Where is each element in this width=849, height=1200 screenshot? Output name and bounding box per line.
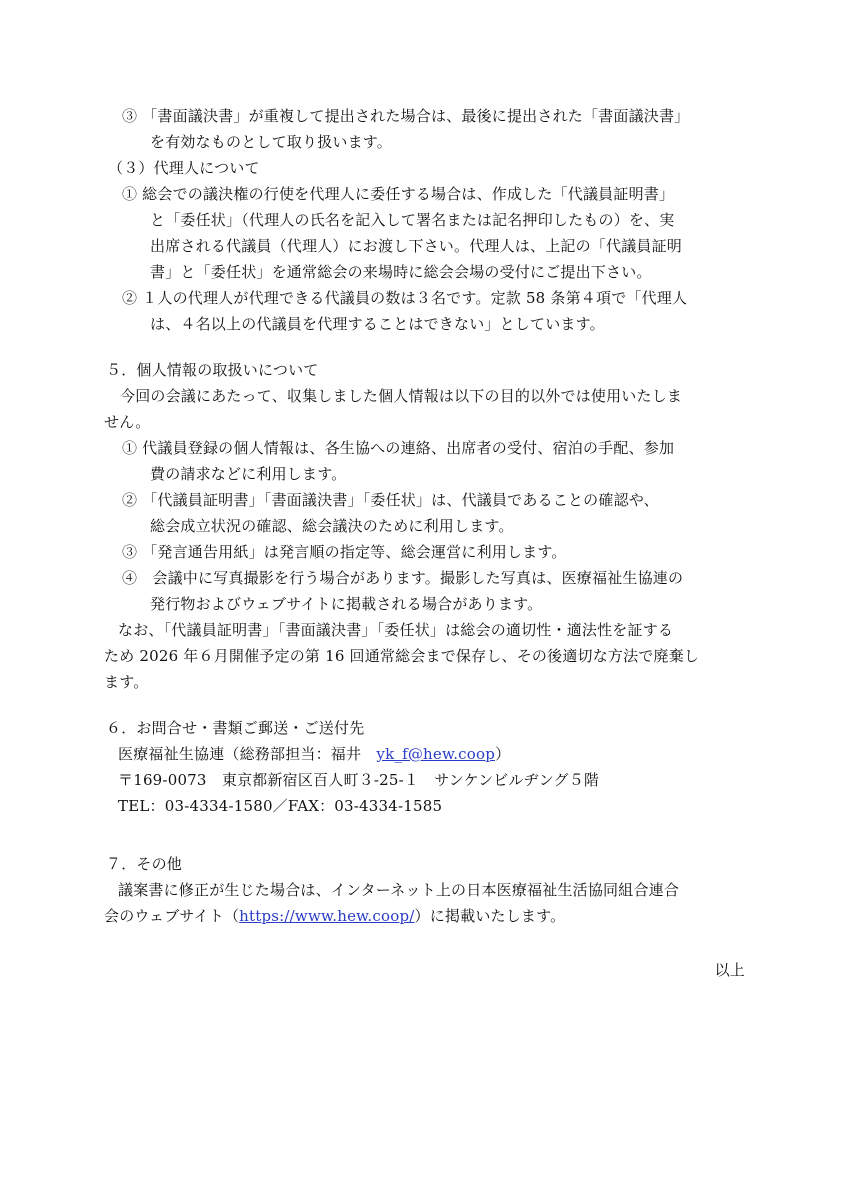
misc-line-2: [104, 903, 565, 929]
contact-org-prefix: 医療福祉生協連（総務部担当：福井: [118, 745, 377, 763]
contact-tel-fax: TEL：03‐4334-1580／FAX：03‐4334-1585: [118, 797, 443, 815]
vote-item-3-line-1: ③ 「書面議決書」が重複して提出された場合は、最後に提出された「書面議決書」: [122, 107, 690, 125]
website-link[interactable]: https://www.hew.coop/: [239, 907, 415, 925]
contact-email-link[interactable]: yk_f@hew.coop: [376, 745, 496, 763]
proxy-item-2-line-1: ② １人の代理人が代理できる代議員の数は３名です。定款 58 条第４項で「代理人: [122, 289, 688, 307]
privacy-item-1-line-1: ① 代議員登録の個人情報は、各生協への連絡、出席者の受付、宿泊の手配、参加: [122, 439, 675, 457]
retention-note-line-2: ため 2026 年６月開催予定の第 16 回通常総会まで保存し、その後適切な方法で廃棄し: [104, 647, 700, 665]
privacy-item-4-line-1: ④ 会議中に写真撮影を行う場合があります。撮影した写真は、医療福祉生協連の: [122, 569, 684, 587]
section-5-intro-line-1: 今回の会議にあたって、収集しました個人情報は以下の目的以外では使用いたしま: [120, 387, 683, 405]
privacy-item-2-line-2: 総会成立状況の確認、総会議決のために利用します。: [150, 517, 514, 535]
proxy-heading: （３）代理人について: [108, 159, 260, 177]
contact-org-suffix: ）: [495, 745, 511, 763]
section-6-heading: ６．お問合せ・書類ご郵送・ご送付先: [106, 719, 365, 737]
misc-line-2-suffix: ）に掲載いたします。: [414, 907, 566, 925]
proxy-item-1-line-2: と「委任状」（代理人の氏名を記入して署名または記名押印したもの）を、実: [150, 211, 675, 229]
proxy-item-1-line-1: ① 総会での議決権の行使を代理人に委任する場合は、作成した「代議員証明書」: [122, 185, 675, 203]
section-7-heading: ７．その他: [106, 855, 183, 873]
privacy-item-1-line-2: 費の請求などに利用します。: [150, 465, 347, 483]
contact-address: 〒169-0073 東京都新宿区百人町３‐25‐１ サンケンビルヂング５階: [118, 771, 600, 789]
contact-org-line: [118, 741, 510, 767]
misc-line-2-prefix: 会のウェブサイト（: [104, 907, 240, 925]
closing-mark: 以上: [714, 961, 745, 979]
section-5-intro-line-2: せん。: [104, 413, 151, 431]
proxy-item-1-line-4: 書」と「委任状」を通常総会の来場時に総会会場の受付にご提出下さい。: [150, 263, 652, 281]
privacy-item-4-line-2: 発行物およびウェブサイトに掲載される場合があります。: [150, 595, 543, 613]
privacy-item-3: ③ 「発言通告用紙」は発言順の指定等、総会運営に利用します。: [122, 543, 567, 561]
section-5-heading: ５．個人情報の取扱いについて: [106, 361, 319, 379]
privacy-item-2-line-1: ② 「代議員証明書」「書面議決書」「委任状」は、代議員であることの確認や、: [122, 491, 659, 509]
proxy-item-2-line-2: は、４名以上の代議員を代理することはできない」としています。: [150, 315, 605, 333]
retention-note-line-1: なお、「代議員証明書」「書面議決書」「委任状」は総会の適切性・適法性を証する: [118, 621, 674, 639]
misc-line-1: 議案書に修正が生じた場合は、インターネット上の日本医療福祉生活協同組合連合: [118, 881, 680, 899]
proxy-item-1-line-3: 出席される代議員（代理人）にお渡し下さい。代理人は、上記の「代議員証明: [150, 237, 683, 255]
retention-note-line-3: ます。: [104, 673, 149, 691]
vote-item-3-line-2: を有効なものとして取り扱います。: [150, 133, 393, 151]
